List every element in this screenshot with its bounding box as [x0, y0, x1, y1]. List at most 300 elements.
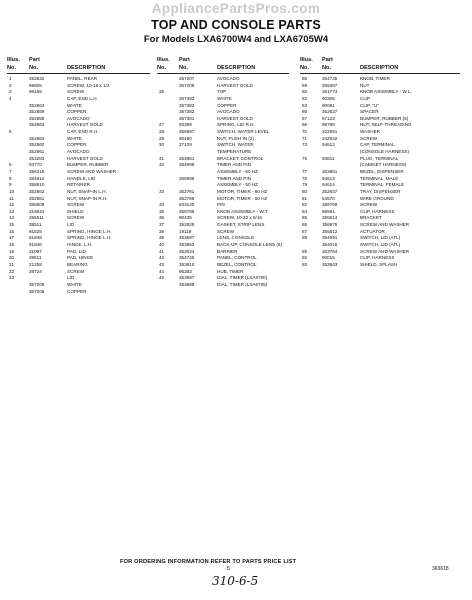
- watermark-text: AppliancePartsPros.com: [151, 1, 321, 16]
- header-part-no: No.: [179, 65, 189, 71]
- parts-rows: [157, 76, 289, 289]
- part-description: SPRING, HINGE L.H.: [67, 228, 112, 234]
- table-row: [7, 136, 150, 143]
- part-description: WHITE: [67, 281, 82, 287]
- part-number: 222591: [322, 129, 338, 135]
- table-row: [300, 182, 460, 189]
- part-number: 38511: [29, 222, 42, 228]
- header-rule: [7, 73, 150, 74]
- table-row: [157, 235, 289, 242]
- part-description: LID: [67, 222, 75, 228]
- part-number: 353810: [179, 261, 195, 267]
- illus-number: 15: [9, 222, 15, 228]
- part-description: SHIELD: [67, 208, 84, 214]
- part-description: NUT, SELF-THREADING: [360, 122, 412, 128]
- part-number: 355397: [322, 82, 338, 88]
- part-description: BRACKET: [360, 215, 382, 221]
- table-row: [300, 149, 460, 156]
- part-number: 90435: [179, 215, 192, 221]
- table-row: [157, 129, 289, 136]
- part-number: 362766: [179, 195, 195, 201]
- table-row: [300, 196, 460, 203]
- table-row: [7, 109, 150, 116]
- table-row: [7, 176, 150, 183]
- table-row: [300, 189, 460, 196]
- part-description: SCREW: [360, 135, 378, 141]
- page-subtitle: For Models LXA6700W4 and LXA6705W4: [143, 34, 329, 45]
- illus-number: 92: [302, 255, 308, 261]
- table-row: [7, 96, 150, 103]
- table-row: [157, 282, 289, 289]
- table-row: [7, 269, 150, 276]
- table-row: [300, 162, 460, 169]
- part-description: TIMER AND PIN: [217, 175, 251, 181]
- part-number: 353024: [179, 248, 195, 254]
- table-row: [157, 202, 289, 209]
- illus-number: 60: [302, 89, 308, 95]
- illus-number: 39: [159, 235, 165, 241]
- table-row: [300, 76, 460, 83]
- part-description: BACK-UP, CONSOLE LENS (6): [217, 242, 283, 248]
- part-description: NUT: [360, 82, 370, 88]
- table-row: [300, 103, 460, 110]
- illus-number: 9: [9, 182, 12, 188]
- table-row: [157, 215, 289, 222]
- table-row: [7, 103, 150, 110]
- illus-number: 19: [9, 248, 15, 254]
- illus-number: 6: [9, 162, 12, 168]
- part-description: HARVEST GOLD: [217, 82, 253, 88]
- table-row: [7, 202, 150, 209]
- illus-number: 22: [9, 268, 15, 274]
- table-row: [300, 122, 460, 129]
- part-description: PLUG, TERMINAL: [360, 155, 399, 161]
- part-description: NUT, SNAP-IN R.H.: [67, 195, 108, 201]
- part-number: 94614: [322, 182, 335, 188]
- part-number: 367381: [179, 115, 195, 121]
- part-description: ASSEMBLY - 50 HZ: [217, 182, 258, 188]
- part-description: BEZEL, CONTROL: [217, 261, 257, 267]
- part-number: 91848: [29, 235, 42, 241]
- part-number: 352637: [322, 109, 338, 115]
- part-description: SCREW: [67, 89, 85, 95]
- table-row: [157, 262, 289, 269]
- part-number: 352837: [322, 188, 338, 194]
- table-row: [300, 142, 460, 149]
- part-number: 94612: [322, 142, 335, 148]
- part-description: CLIP, HARNESS: [360, 208, 395, 214]
- page-title: TOP AND CONSOLE PARTS: [151, 18, 321, 32]
- illus-number: 20: [9, 255, 15, 261]
- table-row: [7, 222, 150, 229]
- part-description: BUMPER, RUBBER (6): [360, 115, 409, 121]
- part-number: 353861: [322, 168, 338, 174]
- part-number: 90460: [179, 135, 192, 141]
- illus-number: 44: [159, 268, 165, 274]
- table-row: [7, 76, 150, 83]
- table-row: [7, 169, 150, 176]
- illus-number: 21: [9, 261, 15, 267]
- table-row: [157, 189, 289, 196]
- illus-number: 3: [9, 89, 12, 95]
- part-description: COPPER: [67, 142, 87, 148]
- header-no: No.: [157, 65, 167, 71]
- part-number: 352859: [29, 109, 45, 115]
- part-description: BEZEL, DISPENSER: [360, 168, 404, 174]
- part-number: 352860: [29, 142, 45, 148]
- part-number: 354735: [322, 76, 338, 81]
- part-description: ASSEMBLY - 60 HZ: [217, 168, 258, 174]
- part-number: 98788: [322, 122, 335, 128]
- part-number: 354016: [322, 242, 338, 248]
- table-row: [157, 83, 289, 90]
- parts-rows: [300, 76, 460, 269]
- part-number: 353643: [322, 261, 338, 267]
- part-number: 367206: [29, 288, 45, 294]
- table-row: [7, 249, 150, 256]
- table-row: [157, 122, 289, 129]
- part-number: 352863: [29, 122, 45, 128]
- table-row: [7, 262, 150, 269]
- illus-number: 31: [159, 155, 165, 161]
- table-row: [157, 116, 289, 123]
- part-description: AVOCADO: [217, 76, 240, 81]
- illus-number: 67: [302, 115, 308, 121]
- part-description: PANEL, REAR: [67, 76, 98, 81]
- table-row: [157, 89, 289, 96]
- illus-number: 86: [302, 222, 308, 228]
- table-row: [157, 156, 289, 163]
- part-description: SCREW, 10-32 x 5/16: [217, 215, 262, 221]
- part-description: WIRE GROUND: [360, 195, 394, 201]
- parts-column-3: [300, 55, 460, 269]
- part-number: 354814: [29, 175, 45, 181]
- part-description: HANDLE, LID: [67, 175, 96, 181]
- illus-number: 70: [302, 129, 308, 135]
- illus-number: 85: [302, 215, 308, 221]
- table-row: [7, 282, 150, 289]
- part-description: DIAL, TIMER (LXA6700): [217, 275, 268, 281]
- part-number: 366995: [179, 175, 195, 181]
- illus-number: 84: [302, 208, 308, 214]
- part-number: 353687: [179, 275, 195, 281]
- illus-number: 42: [159, 255, 165, 261]
- part-description: SPRING, HINGE L.H.: [67, 235, 112, 241]
- part-description: HINGE, L.H.: [67, 242, 93, 248]
- part-number: 355509: [29, 202, 45, 208]
- part-description: SCREW, 10-16 x 1/2: [67, 82, 110, 88]
- table-row: [300, 255, 460, 262]
- table-row: [7, 149, 150, 156]
- part-number: 364996: [179, 162, 195, 168]
- part-description: LENS, CONSOLE: [217, 235, 255, 241]
- part-number: 358810: [29, 182, 45, 188]
- part-number: 353632: [29, 76, 45, 81]
- part-description: BEARING: [67, 261, 88, 267]
- column-header: [7, 55, 150, 73]
- part-description: COPPER: [67, 109, 87, 115]
- table-row: [300, 83, 460, 90]
- table-row: [157, 269, 289, 276]
- table-row: [300, 242, 460, 249]
- part-number: 352861: [29, 195, 45, 201]
- part-description: SWITCH, LID (ATL): [360, 242, 401, 248]
- table-row: [7, 182, 150, 189]
- header-part-no: No.: [29, 65, 39, 71]
- part-number: 90015: [322, 255, 335, 261]
- part-number: 352829: [179, 222, 195, 228]
- part-description: SCREW: [360, 202, 378, 208]
- illus-number: 29: [159, 135, 165, 141]
- part-number: 242842: [322, 135, 338, 141]
- part-description: (CONSOLE HARNESS): [360, 149, 410, 155]
- part-description: SCREW: [67, 268, 85, 274]
- part-description: PANEL, CONTROL: [217, 255, 257, 261]
- table-row: [7, 116, 150, 123]
- part-number: 354861: [179, 155, 195, 161]
- part-description: SCREW AND WASHER: [67, 168, 117, 174]
- table-row: [300, 202, 460, 209]
- part-description: TERMINAL, FEMALE: [360, 182, 405, 188]
- part-description: KNOB, TIMER: [360, 76, 390, 81]
- table-row: [157, 222, 289, 229]
- illus-number: 59: [302, 82, 308, 88]
- part-number: 352862: [29, 188, 45, 194]
- part-number: 38511: [29, 255, 42, 261]
- illus-number: 5: [9, 129, 12, 135]
- part-number: 91825: [29, 228, 42, 234]
- table-row: [157, 196, 289, 203]
- part-number: 389769: [322, 202, 338, 208]
- part-number: 367205: [29, 281, 45, 287]
- part-number: 362761: [179, 188, 195, 194]
- illus-number: 81: [302, 195, 308, 201]
- table-row: [157, 136, 289, 143]
- table-row: [157, 275, 289, 282]
- parts-column-1: [7, 55, 150, 295]
- part-number: 356786: [179, 208, 195, 214]
- part-number: 355812: [322, 228, 338, 234]
- part-description: PAD, HINGE: [67, 255, 94, 261]
- header-part-no: No.: [322, 65, 332, 71]
- part-number: 94613: [322, 175, 335, 181]
- table-row: [7, 196, 150, 203]
- part-description: CAP, TERMINAL: [360, 142, 395, 148]
- part-number: 94611: [322, 155, 335, 161]
- part-number: 353283: [29, 155, 45, 161]
- table-row: [7, 275, 150, 282]
- part-number: 353853: [179, 242, 195, 248]
- part-number: 355511: [29, 215, 44, 221]
- part-description: SCREW: [67, 215, 85, 221]
- part-description: TOP: [217, 89, 227, 95]
- table-row: [157, 76, 289, 83]
- table-row: [7, 156, 150, 163]
- illus-number: 14: [9, 215, 15, 221]
- part-description: HUB, TIMER: [217, 268, 244, 274]
- part-number: 352863: [29, 102, 45, 108]
- illus-number: 10: [9, 188, 15, 194]
- part-number: 356316: [29, 168, 45, 174]
- header-part: Part: [179, 57, 190, 63]
- part-number: 31097: [29, 248, 42, 254]
- header-rule: [157, 73, 289, 74]
- part-number: 90081: [322, 102, 335, 108]
- illus-number: 87: [302, 228, 308, 234]
- illus-number: 79: [302, 182, 308, 188]
- illus-number: 25: [159, 89, 165, 95]
- part-description: CLIP, "U": [360, 102, 379, 108]
- part-description: HARVEST GOLD: [67, 155, 103, 161]
- table-row: [157, 209, 289, 216]
- part-description: TRAY, DISPENSER: [360, 188, 401, 194]
- part-description: SCREW: [217, 228, 235, 234]
- part-number: 38724: [29, 268, 42, 274]
- part-number: 367208: [179, 82, 195, 88]
- part-description: SPRING, LID R.H.: [217, 122, 255, 128]
- part-number: 352862: [29, 135, 45, 141]
- part-description: SCREW AND WASHER: [360, 222, 410, 228]
- part-description: LID: [67, 275, 75, 281]
- table-row: [7, 229, 150, 236]
- part-description: MOTOR, TIMER - 50 HZ: [217, 195, 268, 201]
- part-number: 643120: [179, 202, 195, 208]
- table-row: [300, 222, 460, 229]
- table-row: [300, 215, 460, 222]
- part-number: 19119: [179, 228, 192, 234]
- table-row: [300, 116, 460, 123]
- table-row: [300, 156, 460, 163]
- table-row: [157, 96, 289, 103]
- illus-number: 33: [159, 188, 165, 194]
- part-number: 54570: [322, 195, 335, 201]
- illus-number: 18: [9, 242, 15, 248]
- part-number: 91846: [29, 242, 42, 248]
- table-row: [300, 176, 460, 183]
- header-illus: Illus.: [300, 57, 313, 63]
- part-number: 354745: [179, 255, 195, 261]
- illus-number: 82: [302, 202, 308, 208]
- part-description: COPPER: [217, 102, 237, 108]
- table-row: [7, 129, 150, 136]
- header-rule: [300, 73, 460, 74]
- part-number: 98505: [29, 82, 42, 88]
- illus-number: 23: [9, 275, 15, 281]
- illus-number: 12: [9, 202, 15, 208]
- handwritten-note: 310-6-5: [212, 574, 259, 588]
- table-row: [157, 176, 289, 183]
- table-row: [157, 255, 289, 262]
- table-row: [7, 255, 150, 262]
- part-number: 353688: [179, 281, 195, 287]
- table-row: [300, 136, 460, 143]
- part-number: 354091: [322, 235, 338, 241]
- illus-number: 43: [159, 261, 165, 267]
- table-row: [157, 109, 289, 116]
- illus-number: 4: [9, 95, 12, 101]
- illus-number: 78: [302, 175, 308, 181]
- illus-number: 8: [9, 175, 12, 181]
- document-number: 363618: [432, 566, 449, 572]
- header-illus: Illus.: [157, 57, 170, 63]
- part-number: 98591: [322, 208, 335, 214]
- table-row: [7, 142, 150, 149]
- part-description: CLIP, HARNESS: [360, 255, 395, 261]
- part-number: 356975: [322, 222, 338, 228]
- part-description: WASHER: [360, 129, 380, 135]
- part-description: TERMINAL, MALE: [360, 175, 399, 181]
- table-row: [157, 229, 289, 236]
- part-number: 356997: [179, 129, 195, 135]
- table-row: [157, 142, 289, 149]
- table-row: [300, 109, 460, 116]
- table-row: [300, 209, 460, 216]
- illus-number: 7: [9, 168, 12, 174]
- table-row: [157, 162, 289, 169]
- part-number: 361773: [322, 89, 338, 95]
- part-description: BRACKET, CONTROL: [217, 155, 264, 161]
- illus-number: 36: [159, 215, 165, 221]
- table-row: [7, 235, 150, 242]
- part-description: PIN: [217, 202, 225, 208]
- illus-number: 35: [159, 208, 165, 214]
- header-description: DESCRIPTION: [67, 65, 106, 71]
- part-description: AVOCADO: [67, 115, 90, 121]
- table-row: [300, 96, 460, 103]
- part-number: 95383: [179, 268, 192, 274]
- part-description: HARVEST GOLD: [67, 122, 103, 128]
- illus-number: 16: [9, 228, 15, 234]
- header-part: Part: [322, 57, 333, 63]
- part-description: SPACER: [360, 109, 379, 115]
- part-description: PAD, LID: [67, 248, 86, 254]
- illus-number: 38: [159, 228, 165, 234]
- column-header: [300, 55, 460, 73]
- illus-number: 58: [302, 76, 308, 81]
- illus-number: 28: [159, 129, 165, 135]
- part-number: 37129: [179, 142, 192, 148]
- illus-number: 89: [302, 248, 308, 254]
- table-row: [157, 149, 289, 156]
- table-row: [300, 89, 460, 96]
- illus-number: 76: [302, 155, 308, 161]
- part-description: SWITCH, LID (ATL): [360, 235, 401, 241]
- part-description: CLIP: [360, 95, 371, 101]
- part-number: 353687: [179, 235, 195, 241]
- part-number: 352858: [29, 115, 45, 121]
- part-number: 367383: [179, 102, 195, 108]
- parts-column-2: [157, 55, 289, 289]
- table-row: [7, 209, 150, 216]
- header-part: Part: [29, 57, 40, 63]
- table-row: [300, 235, 460, 242]
- part-description: WHITE: [217, 95, 232, 101]
- part-description: SCREW AND WASHER: [360, 248, 410, 254]
- parts-rows: [7, 76, 150, 295]
- header-no: No.: [300, 65, 310, 71]
- illus-number: 37: [159, 222, 165, 228]
- table-row: [7, 242, 150, 249]
- part-description: AVOCADO: [217, 109, 240, 115]
- illus-number: 40: [159, 242, 165, 248]
- table-row: [7, 122, 150, 129]
- header-no: No.: [7, 65, 17, 71]
- part-description: BUMPER, RUBBER: [67, 162, 109, 168]
- part-description: KNOB ASSEMBLY - W.L.: [360, 89, 412, 95]
- part-description: ACTUATOR: [360, 228, 385, 234]
- part-description: SWITCH, WATER: [217, 142, 254, 148]
- part-description: WHITE: [67, 102, 82, 108]
